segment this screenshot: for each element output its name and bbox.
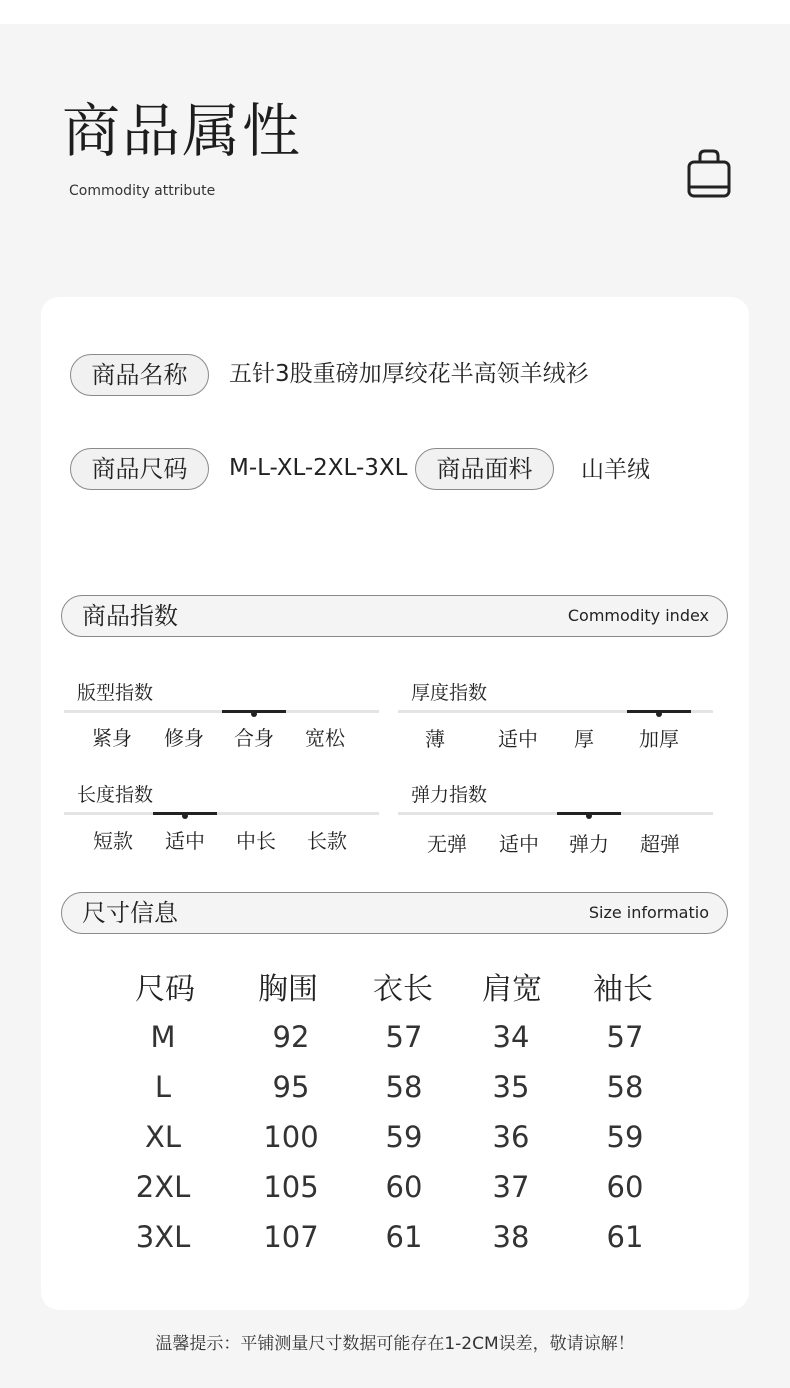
size-table-cell: 2XL bbox=[135, 1170, 191, 1204]
index-option: 适中 bbox=[498, 727, 538, 751]
index-selected-dot bbox=[586, 813, 592, 819]
size-table-header: 胸围 bbox=[258, 972, 318, 1007]
size-table-header: 尺码 bbox=[135, 972, 195, 1007]
section-title-index-en: Commodity index bbox=[567, 606, 709, 625]
section-header-index bbox=[61, 595, 728, 637]
size-table-cell: 58 bbox=[606, 1070, 644, 1104]
size-table-cell: 100 bbox=[263, 1120, 319, 1154]
index-group-title: 长度指数 bbox=[77, 784, 154, 806]
index-option: 薄 bbox=[425, 727, 445, 751]
index-selected-dot bbox=[182, 813, 188, 819]
size-table-cell: 59 bbox=[385, 1120, 423, 1154]
size-table-cell: 58 bbox=[385, 1070, 423, 1104]
index-option: 适中 bbox=[499, 832, 539, 856]
size-table-cell: XL bbox=[144, 1120, 182, 1154]
size-table-cell: 61 bbox=[385, 1220, 423, 1254]
section-title-size-en: Size informatio bbox=[588, 903, 709, 922]
index-selected-dot bbox=[251, 711, 257, 717]
size-table-header: 肩宽 bbox=[482, 972, 542, 1007]
index-group-title: 厚度指数 bbox=[411, 682, 488, 704]
size-table-cell: 61 bbox=[606, 1220, 644, 1254]
index-group-title: 弹力指数 bbox=[411, 784, 488, 806]
index-option: 紧身 bbox=[92, 726, 132, 750]
size-table-cell: M bbox=[150, 1020, 176, 1054]
index-track bbox=[64, 812, 379, 815]
size-table-cell: L bbox=[154, 1070, 172, 1104]
size-table-cell: 37 bbox=[492, 1170, 530, 1204]
size-table-cell: 107 bbox=[263, 1220, 319, 1254]
index-option: 厚 bbox=[574, 727, 594, 751]
footer-note: 温馨提示：平铺测量尺寸数据可能存在1-2CM误差，敬请谅解！ bbox=[155, 1334, 635, 1354]
size-table-header: 衣长 bbox=[373, 972, 433, 1007]
index-option: 修身 bbox=[164, 726, 204, 750]
size-table-cell: 36 bbox=[492, 1120, 530, 1154]
index-option: 短款 bbox=[93, 829, 133, 853]
size-table-cell: 3XL bbox=[135, 1220, 191, 1254]
index-option: 长款 bbox=[307, 829, 347, 853]
attr-label-name: 商品名称 bbox=[70, 354, 209, 396]
attr-value-size: M-L-XL-2XL-3XL bbox=[229, 455, 408, 481]
size-table-cell: 59 bbox=[606, 1120, 644, 1154]
index-option: 加厚 bbox=[639, 727, 679, 751]
index-option: 弹力 bbox=[569, 832, 609, 856]
attr-label-fabric: 商品面料 bbox=[415, 448, 554, 490]
section-header-size bbox=[61, 892, 728, 934]
shopping-bag-icon bbox=[684, 148, 734, 200]
index-selected-dot bbox=[656, 711, 662, 717]
size-table-cell: 60 bbox=[606, 1170, 644, 1204]
section-title-size: 尺寸信息 bbox=[82, 899, 178, 927]
size-table-cell: 34 bbox=[492, 1020, 530, 1054]
attr-value-fabric: 山羊绒 bbox=[581, 457, 650, 483]
index-option: 合身 bbox=[234, 726, 274, 750]
size-table-cell: 57 bbox=[385, 1020, 423, 1054]
index-group-title: 版型指数 bbox=[77, 682, 154, 704]
size-table-cell: 95 bbox=[272, 1070, 310, 1104]
size-table-cell: 35 bbox=[492, 1070, 530, 1104]
index-option: 宽松 bbox=[305, 726, 345, 750]
index-option: 适中 bbox=[165, 829, 205, 853]
size-table-cell: 105 bbox=[263, 1170, 319, 1204]
index-option: 无弹 bbox=[427, 832, 467, 856]
section-title-index: 商品指数 bbox=[82, 602, 178, 630]
index-option: 超弹 bbox=[640, 832, 680, 856]
size-table-cell: 92 bbox=[272, 1020, 310, 1054]
page-title: 商品属性 bbox=[62, 97, 303, 165]
page-subtitle: Commodity attribute bbox=[69, 183, 216, 199]
attr-value-name: 五针3股重磅加厚绞花半高领羊绒衫 bbox=[229, 361, 589, 387]
top-strip bbox=[0, 0, 790, 24]
size-table-cell: 60 bbox=[385, 1170, 423, 1204]
index-track bbox=[398, 812, 713, 815]
size-table-cell: 38 bbox=[492, 1220, 530, 1254]
attr-label-size: 商品尺码 bbox=[70, 448, 209, 490]
size-table-cell: 57 bbox=[606, 1020, 644, 1054]
size-table-header: 袖长 bbox=[593, 972, 653, 1007]
index-option: 中长 bbox=[236, 829, 276, 853]
